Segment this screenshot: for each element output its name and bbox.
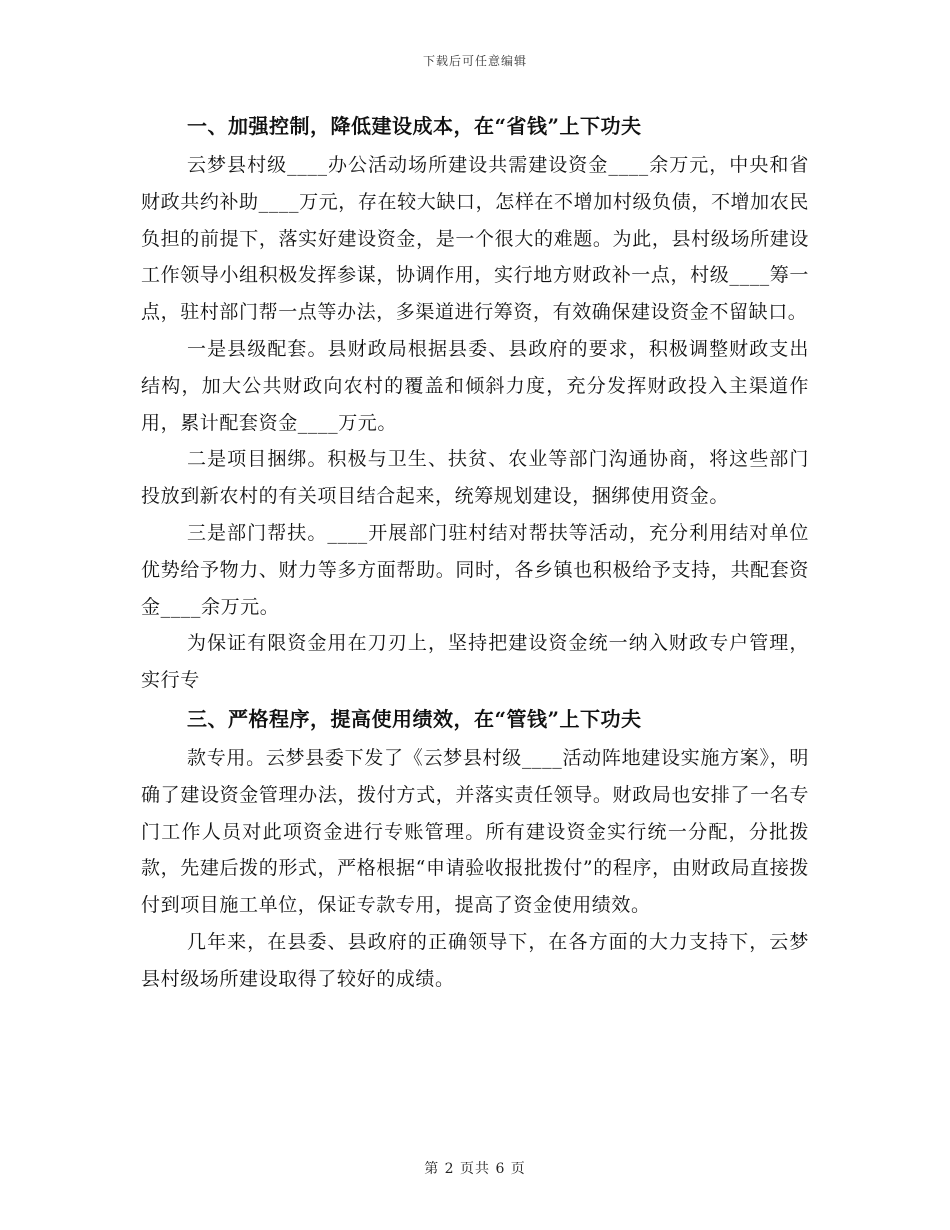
paragraph: 云梦县村级____办公活动场所建设共需建设资金____余万元，中央和省财政共约补助____万元，存在较大缺口，怎样在不增加村级负债，不增加农民负担的前提下，落实好建设资金，是一个很大的难题。为此，县村级场所建设工作领导小组积极发挥参谋，协调作用，实行地方财政补一点，村级____筹一点，驻村部门帮一点等办法，多渠道进行筹资，有效确保建设资金不留缺口。	[141, 154, 809, 324]
paragraph: 二是项目捆绑。积极与卫生、扶贫、农业等部门沟通协商，将这些部门投放到新农村的有关项目结合起来，统筹规划建设，捆绑使用资金。	[141, 448, 809, 508]
section-heading-3: 三、严格程序，提高使用绩效，在“管钱”上下功夫	[187, 706, 642, 731]
paragraph: 几年来，在县委、县政府的正确领导下，在各方面的大力支持下，云梦县村级场所建设取得了较好的成绩。	[141, 930, 809, 990]
page-header: 下载后可任意编辑	[422, 54, 527, 68]
paragraph: 款专用。云梦县委下发了《云梦县村级____活动阵地建设实施方案》，明确了建设资金管理办法，拨付方式，并落实责任领导。财政局也安排了一名专门工作人员对此项资金进行专账管理。所有建设资金实行统一分配，分批拨款，先建后拨的形式，严格根据“申请验收报批拨付”的程序，由财政局直接拨付到项目施工单位，保证专款专用，提高了资金使用绩效。	[141, 746, 809, 917]
document-body	[141, 106, 809, 998]
page-footer: 第 2 页共 6 页	[424, 1161, 526, 1177]
paragraph: 一是县级配套。县财政局根据县委、县政府的要求，积极调整财政支出结构，加大公共财政向农村的覆盖和倾斜力度，充分发挥财政投入主渠道作用，累计配套资金____万元。	[141, 337, 809, 434]
section-heading-1: 一、加强控制，降低建设成本，在“省钱”上下功夫	[187, 114, 642, 138]
paragraph: 三是部门帮扶。____开展部门驻村结对帮扶等活动，充分利用结对单位优势给予物力、财力等多方面帮助。同时，各乡镇也积极给予支持，共配套资金____余万元。	[141, 521, 809, 618]
paragraph: 为保证有限资金用在刀刃上，坚持把建设资金统一纳入财政专户管理，实行专	[141, 632, 809, 692]
